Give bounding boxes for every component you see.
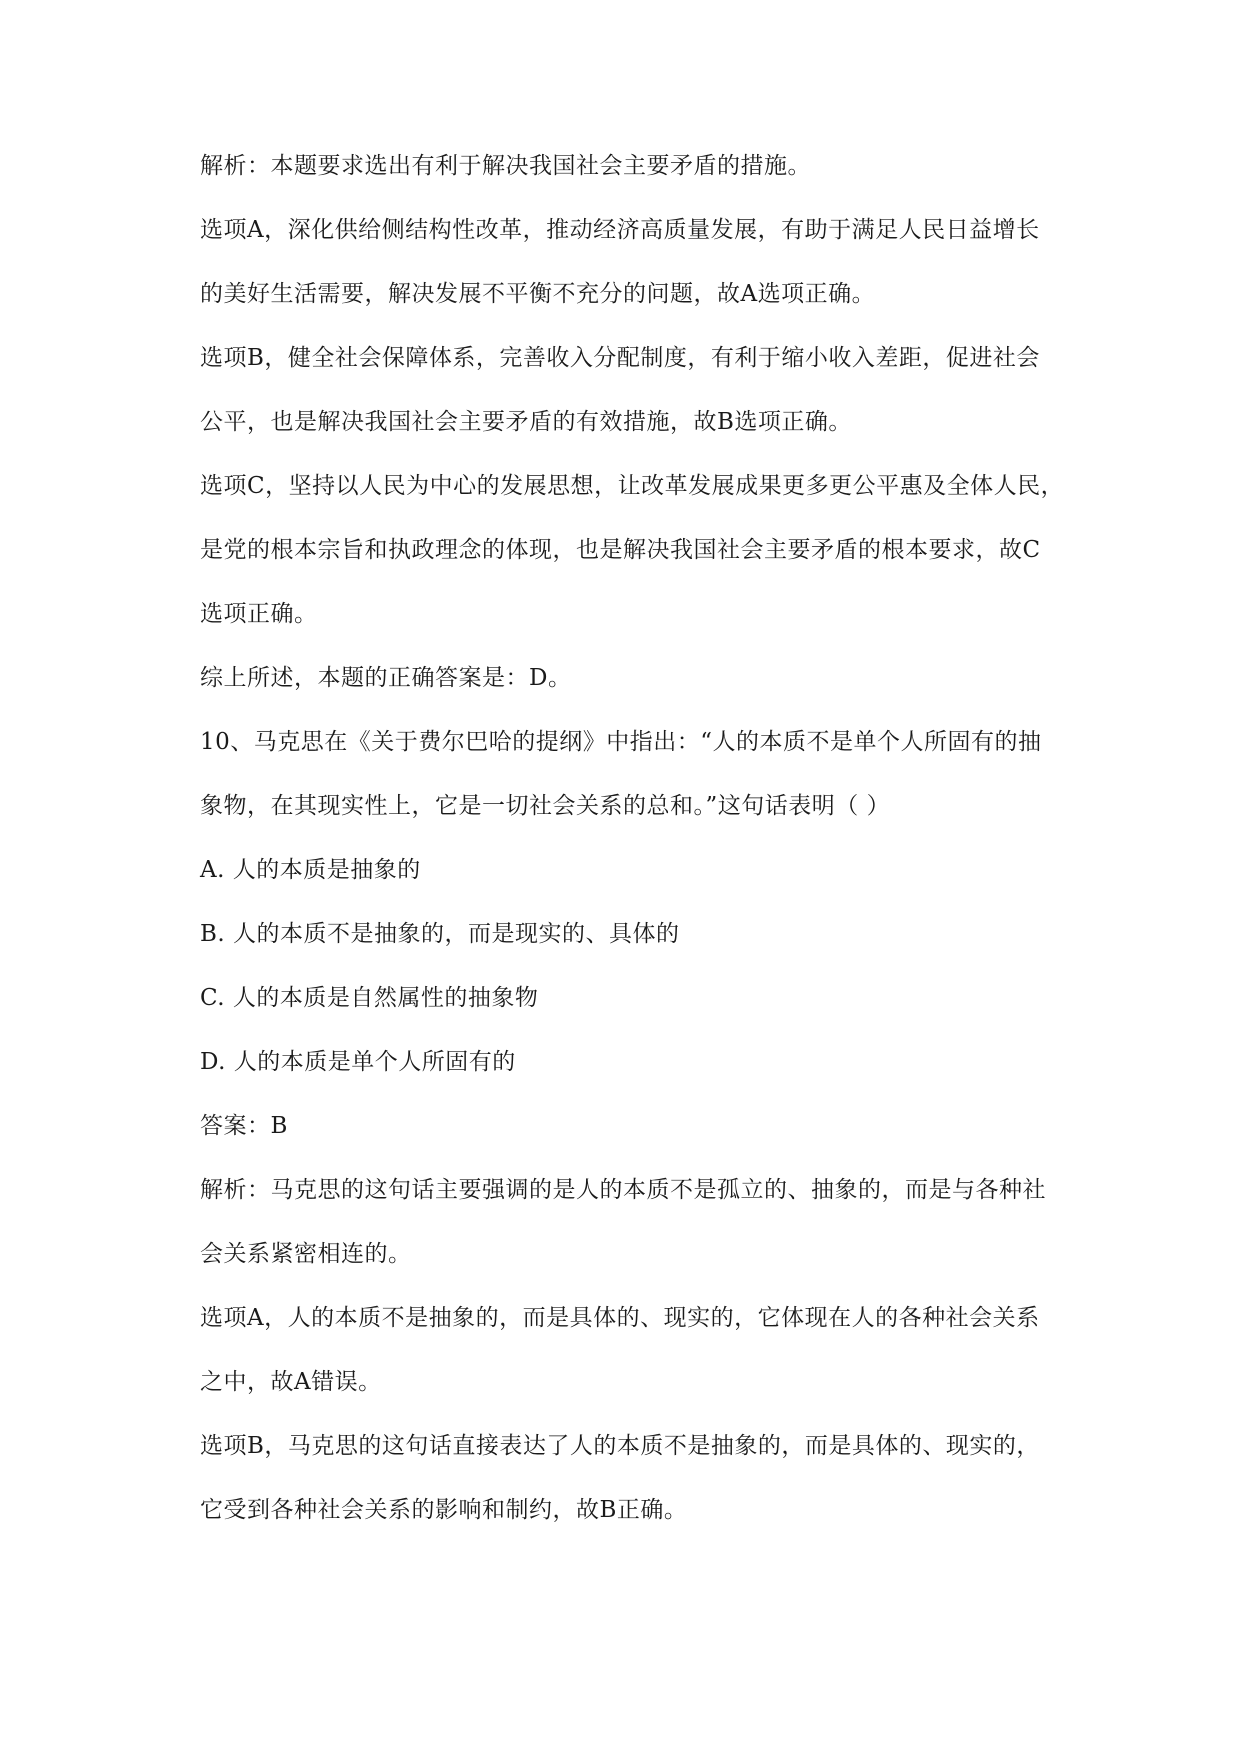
text-line: 选项A，人的本质不是抽象的，而是具体的、现实的，它体现在人的各种社会关系 [200, 1305, 1040, 1331]
text-line: 它受到各种社会关系的影响和制约，故B正确。 [200, 1497, 688, 1523]
option-b: B. 人的本质不是抽象的，而是现实的、具体的 [200, 921, 680, 947]
text-line: 是党的根本宗旨和执政理念的体现，也是解决我国社会主要矛盾的根本要求，故C [200, 537, 1041, 563]
text-line: 解析：马克思的这句话主要强调的是人的本质不是孤立的、抽象的，而是与各种社 [200, 1177, 1046, 1203]
answer-line: 答案：B [200, 1113, 288, 1139]
question-line: 10、马克思在《关于费尔巴哈的提纲》中指出：“人的本质不是单个人所固有的抽 [200, 729, 1042, 755]
text-line: 的美好生活需要，解决发展不平衡不充分的问题，故A选项正确。 [200, 281, 876, 307]
text-line: 选项C，坚持以人民为中心的发展思想，让改革发展成果更多更公平惠及全体人民， [200, 473, 1065, 499]
option-c: C. 人的本质是自然属性的抽象物 [200, 985, 539, 1011]
text-line: 选项A，深化供给侧结构性改革，推动经济高质量发展，有助于满足人民日益增长 [200, 217, 1040, 243]
text-line: 综上所述，本题的正确答案是：D。 [200, 665, 572, 691]
text-line: 解析：本题要求选出有利于解决我国社会主要矛盾的措施。 [200, 153, 811, 179]
text-line: 会关系紧密相连的。 [200, 1241, 412, 1267]
option-a: A. 人的本质是抽象的 [200, 857, 421, 883]
text-line: 之中，故A错误。 [200, 1369, 382, 1395]
text-line: 选项B，健全社会保障体系，完善收入分配制度，有利于缩小收入差距，促进社会 [200, 345, 1040, 371]
question-line: 象物，在其现实性上，它是一切社会关系的总和。”这句话表明（ ） [200, 793, 891, 819]
text-line: 选项正确。 [200, 601, 318, 627]
option-d: D. 人的本质是单个人所固有的 [200, 1049, 516, 1075]
text-line: 公平，也是解决我国社会主要矛盾的有效措施，故B选项正确。 [200, 409, 852, 435]
text-line: 选项B，马克思的这句话直接表达了人的本质不是抽象的，而是具体的、现实的， [200, 1433, 1040, 1459]
